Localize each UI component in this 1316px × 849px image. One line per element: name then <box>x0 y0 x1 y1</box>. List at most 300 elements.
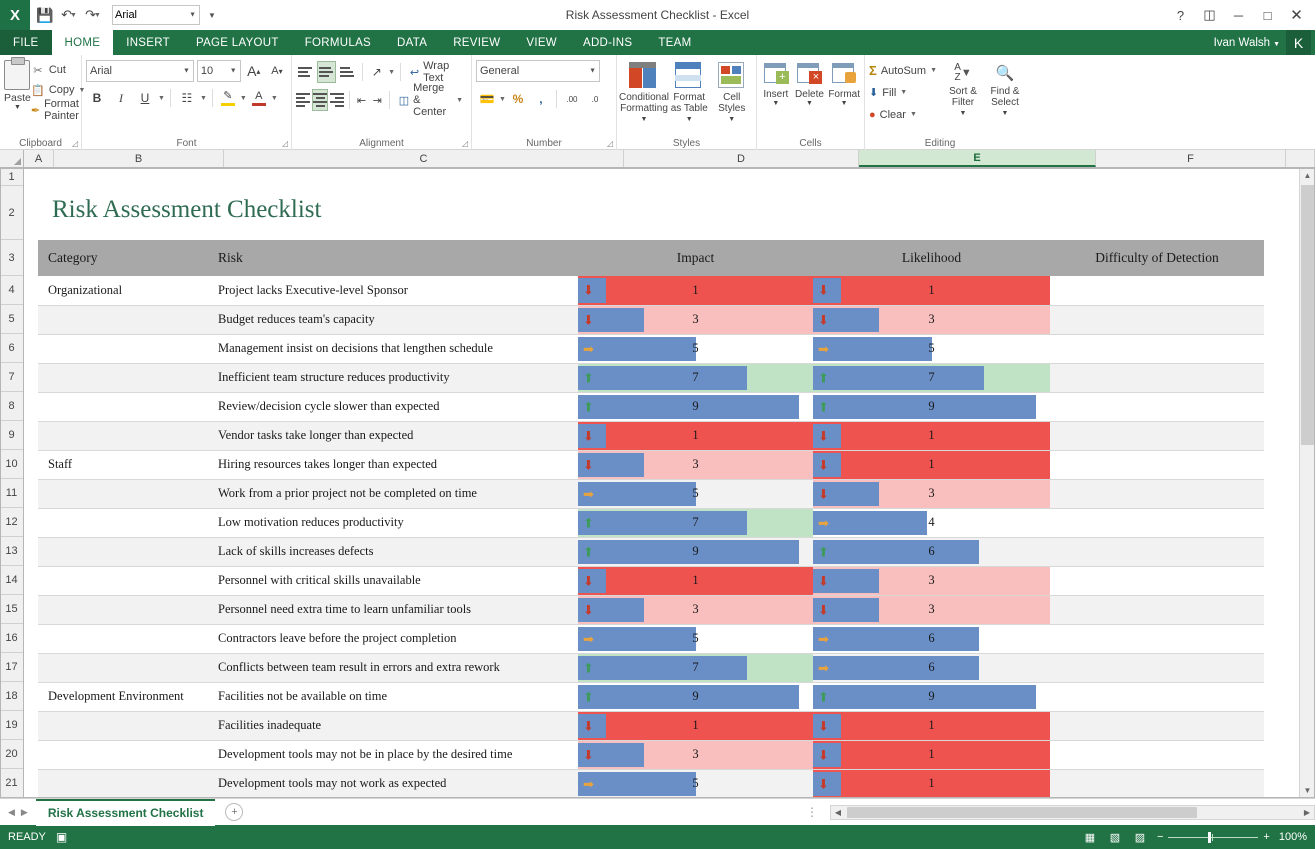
tab-file[interactable]: FILE <box>0 30 52 55</box>
sheet-nav-arrows[interactable] <box>0 807 36 818</box>
cell-risk[interactable]: Development tools may not work as expected <box>208 769 578 798</box>
flat-arrow-icon: ➡ <box>818 631 829 646</box>
column-header-f[interactable]: F <box>1096 150 1286 167</box>
data-bar-value: 6 <box>928 631 935 645</box>
table-row[interactable] <box>38 624 1264 653</box>
cell-category[interactable] <box>38 421 208 450</box>
data-bar-value: 1 <box>928 776 935 790</box>
data-bar-cell[interactable] <box>813 682 1050 711</box>
tab-formulas[interactable]: FORMULAS <box>304 36 372 49</box>
row-header-3[interactable]: 3 <box>0 240 23 276</box>
help-icon[interactable]: ? <box>1176 7 1185 23</box>
column-header-c[interactable]: C <box>224 150 624 167</box>
number-dialog-launcher[interactable]: ◿ <box>606 139 613 148</box>
undo-button[interactable]: ↶ ▼ <box>61 7 77 22</box>
cell-styles-icon <box>717 60 747 90</box>
cell-risk[interactable]: Inefficient team structure reduces productivity <box>208 363 578 392</box>
cell-detection[interactable] <box>1050 566 1264 595</box>
record-macro-icon[interactable]: ▣ <box>55 830 68 844</box>
data-bar-cell[interactable] <box>578 711 813 740</box>
eraser-icon: ● <box>869 108 876 121</box>
risk-table-body <box>38 276 1264 798</box>
cell-risk[interactable]: Low motivation reduces productivity <box>208 508 578 537</box>
vertical-scroll-thumb[interactable] <box>1301 185 1314 445</box>
cells-viewport[interactable] <box>24 168 1315 798</box>
ribbon-display-options-icon[interactable]: ◫ <box>1203 7 1216 22</box>
decrease-font-size-button[interactable]: A ▾ <box>271 65 283 77</box>
chevron-down-icon: ▼ <box>589 67 596 75</box>
cell-category[interactable] <box>38 537 208 566</box>
table-row[interactable] <box>38 711 1264 740</box>
row-header-13[interactable]: 13 <box>0 537 23 566</box>
zoom-track[interactable] <box>1168 837 1258 838</box>
cell-category[interactable] <box>38 624 208 653</box>
wrap-text-icon: ↩ <box>409 66 420 79</box>
cell-risk[interactable]: Vendor tasks take longer than expected <box>208 421 578 450</box>
font-color-button[interactable] <box>249 91 269 106</box>
tab-review[interactable]: REVIEW <box>453 36 501 49</box>
row-header-1[interactable]: 1 <box>0 168 23 186</box>
cell-risk[interactable]: Conflicts between team result in errors and extra rework <box>208 653 578 682</box>
minimize-icon[interactable]: ─ <box>1233 7 1244 23</box>
cell-detection[interactable] <box>1050 595 1264 624</box>
table-row[interactable] <box>38 508 1264 537</box>
user-area <box>1214 30 1315 55</box>
table-row[interactable] <box>38 305 1264 334</box>
data-bar-cell[interactable] <box>813 363 1050 392</box>
row-header-4[interactable]: 4 <box>0 276 23 305</box>
down-arrow-icon: ⬇ <box>583 747 594 762</box>
cell-risk[interactable]: Review/decision cycle slower than expected <box>208 392 578 421</box>
zoom-in-button[interactable]: + <box>1263 831 1270 843</box>
cut-button[interactable] <box>31 61 86 79</box>
tab-insert[interactable]: INSERT <box>126 36 170 49</box>
cell-category[interactable] <box>38 653 208 682</box>
wrap-text-label: Wrap Text <box>423 60 450 84</box>
chevron-down-icon[interactable]: ▼ <box>199 94 207 102</box>
tab-add-ins[interactable]: ADD-INS <box>582 36 633 49</box>
row-header-10[interactable]: 10 <box>0 450 23 479</box>
merge-center-button[interactable] <box>395 82 467 118</box>
accounting-format-button[interactable] <box>476 88 498 110</box>
row-header-9[interactable]: 9 <box>0 421 23 450</box>
close-icon[interactable]: ✕ <box>1290 7 1303 24</box>
align-top-button[interactable] <box>296 61 315 83</box>
sheet-tab-risk-assessment-checklist[interactable]: Risk Assessment Checklist <box>36 799 216 826</box>
fill-color-button[interactable] <box>218 91 238 106</box>
font-size-value: 10 <box>200 65 214 77</box>
tab-data[interactable]: DATA <box>397 36 428 49</box>
data-bar-cell[interactable] <box>813 595 1050 624</box>
tab-team[interactable]: TEAM <box>658 36 692 49</box>
flat-arrow-icon: ➡ <box>818 341 829 356</box>
data-bar-cell[interactable] <box>578 566 813 595</box>
row-header-6[interactable]: 6 <box>0 334 23 363</box>
percent-style-button[interactable]: % <box>512 92 524 106</box>
find-select-button[interactable] <box>985 60 1025 124</box>
cell-risk[interactable]: Facilities inadequate <box>208 711 578 740</box>
chevron-down-icon[interactable]: ▼ <box>158 94 165 102</box>
data-bar-cell[interactable] <box>813 450 1050 479</box>
cell-risk[interactable]: Budget reduces team's capacity <box>208 305 578 334</box>
page-break-view-icon[interactable]: ▨ <box>1134 831 1146 844</box>
data-bar-value: 1 <box>692 282 699 297</box>
chevron-down-icon: ▼ <box>909 111 917 118</box>
font-dialog-launcher[interactable]: ◿ <box>281 139 288 148</box>
underline-button[interactable]: U <box>140 91 150 105</box>
cell-risk[interactable]: Work from a prior project not be completed on time <box>208 479 578 508</box>
scroll-up-arrow[interactable]: ▲ <box>1303 171 1312 180</box>
up-arrow-icon: ⬆ <box>583 515 594 530</box>
row-header-7[interactable]: 7 <box>0 363 23 392</box>
restore-icon[interactable]: □ <box>1263 7 1272 23</box>
clear-button[interactable] <box>869 105 937 124</box>
cell-detection[interactable] <box>1050 392 1264 421</box>
chevron-down-icon[interactable]: ▼ <box>499 95 506 103</box>
table-header-row <box>38 240 1264 276</box>
format-cells-button[interactable] <box>828 58 860 107</box>
tab-view[interactable]: VIEW <box>526 36 557 49</box>
table-row[interactable] <box>38 363 1264 392</box>
row-header-2[interactable]: 2 <box>0 186 23 240</box>
cell-category[interactable]: Development Environment <box>38 682 208 711</box>
data-bar-cell[interactable] <box>813 740 1050 769</box>
data-bar-cell[interactable] <box>578 392 813 421</box>
tab-split-handle[interactable]: ⋮ <box>806 805 820 819</box>
table-row[interactable] <box>38 682 1264 711</box>
zoom-level[interactable]: 100% <box>1278 831 1307 843</box>
fill-color-icon: ✎ <box>223 89 233 102</box>
redo-button[interactable]: ↷ ▼ <box>85 7 101 22</box>
delete-label: Delete <box>795 89 824 100</box>
down-arrow-icon: ⬇ <box>583 602 594 617</box>
data-bar-value: 7 <box>692 515 699 529</box>
conditional-formatting-button[interactable] <box>618 58 670 125</box>
cell-detection[interactable] <box>1050 769 1264 798</box>
cell-detection[interactable] <box>1050 276 1264 305</box>
data-bar-cell[interactable] <box>813 479 1050 508</box>
data-bar-cell[interactable] <box>578 682 813 711</box>
font-color-icon: A <box>255 89 263 102</box>
table-row[interactable] <box>38 653 1264 682</box>
scroll-right-arrow[interactable]: ▶ <box>1303 807 1311 817</box>
data-bar-value: 1 <box>692 573 699 587</box>
flat-arrow-icon: ➡ <box>583 776 594 791</box>
cell-risk[interactable]: Contractors leave before the project completion <box>208 624 578 653</box>
cell-risk[interactable]: Facilities not be available on time <box>208 682 578 711</box>
table-row[interactable] <box>38 276 1264 305</box>
row-header-8[interactable]: 8 <box>0 392 23 421</box>
cell-detection[interactable] <box>1050 479 1264 508</box>
italic-button[interactable]: I <box>119 90 123 105</box>
align-middle-button[interactable] <box>317 61 336 83</box>
paste-label: Paste <box>4 92 31 104</box>
cell-category[interactable] <box>38 363 208 392</box>
qat-font-name[interactable] <box>112 5 200 25</box>
wrap-text-button[interactable] <box>406 61 467 83</box>
data-bar-cell[interactable] <box>578 653 813 682</box>
table-row[interactable] <box>38 392 1264 421</box>
row-headers <box>0 168 24 798</box>
decrease-indent-button[interactable] <box>355 89 369 111</box>
insert-cells-button[interactable] <box>761 58 791 107</box>
increase-indent-button[interactable] <box>370 89 384 111</box>
align-bottom-button[interactable] <box>338 61 357 83</box>
data-bar-cell[interactable] <box>813 334 1050 363</box>
align-right-icon <box>330 93 344 107</box>
table-row[interactable] <box>38 566 1264 595</box>
cell-category[interactable] <box>38 334 208 363</box>
clipboard-dialog-launcher[interactable]: ◿ <box>71 139 78 148</box>
flat-arrow-icon: ➡ <box>583 486 594 501</box>
cell-detection[interactable] <box>1050 305 1264 334</box>
cell-category[interactable] <box>38 305 208 334</box>
down-arrow-icon: ⬇ <box>818 747 829 762</box>
cell-detection[interactable] <box>1050 334 1264 363</box>
customize-qat-icon[interactable]: ▼ <box>208 10 216 20</box>
table-row[interactable] <box>38 334 1264 363</box>
table-row[interactable] <box>38 769 1264 798</box>
up-arrow-icon: ⬆ <box>818 370 829 385</box>
group-label-alignment: Alignment <box>359 138 404 149</box>
zoom-thumb[interactable] <box>1208 832 1211 843</box>
cell-detection[interactable] <box>1050 537 1264 566</box>
data-bar-cell[interactable] <box>813 566 1050 595</box>
data-bar-cell[interactable] <box>578 537 813 566</box>
column-header-d[interactable]: D <box>624 150 859 167</box>
cell-category[interactable] <box>38 711 208 740</box>
th-impact: Impact <box>578 240 813 276</box>
table-row[interactable] <box>38 740 1264 769</box>
cell-category[interactable] <box>38 392 208 421</box>
column-header-g[interactable] <box>1286 150 1315 167</box>
number-format-combo[interactable] <box>476 60 600 82</box>
zoom-slider[interactable] <box>1157 831 1270 843</box>
row-header-21[interactable]: 21 <box>0 769 23 798</box>
scroll-left-arrow[interactable]: ◀ <box>834 807 842 817</box>
data-bar-cell[interactable] <box>813 769 1050 798</box>
chevron-down-icon[interactable]: ▼ <box>270 94 278 102</box>
data-bar-cell[interactable] <box>813 305 1050 334</box>
row-header-12[interactable]: 12 <box>0 508 23 537</box>
align-center-button[interactable] <box>312 89 328 111</box>
data-bar-cell[interactable] <box>813 421 1050 450</box>
cell-category[interactable] <box>38 508 208 537</box>
delete-cells-button[interactable] <box>795 58 825 107</box>
row-header-20[interactable]: 20 <box>0 740 23 769</box>
data-bar-value: 3 <box>928 602 935 616</box>
tab-page-layout[interactable]: PAGE LAYOUT <box>195 36 279 49</box>
data-bar-cell[interactable] <box>578 363 813 392</box>
flat-arrow-icon: ➡ <box>583 341 594 356</box>
row-header-16[interactable]: 16 <box>0 624 23 653</box>
cell-category[interactable] <box>38 740 208 769</box>
zoom-out-button[interactable]: − <box>1156 831 1164 843</box>
cell-detection[interactable] <box>1050 740 1264 769</box>
fill-icon: ⬇ <box>869 87 879 99</box>
cell-category[interactable] <box>38 595 208 624</box>
normal-view-icon[interactable]: ▦ <box>1084 831 1096 844</box>
down-arrow-icon: ⬇ <box>583 428 594 443</box>
cell-detection[interactable] <box>1050 508 1264 537</box>
decrease-decimal-button[interactable] <box>584 88 606 110</box>
data-bar-cell[interactable] <box>578 305 813 334</box>
merge-cells-icon: ◫ <box>398 94 410 107</box>
data-bar-cell[interactable] <box>813 276 1050 305</box>
font-name-combo[interactable] <box>86 60 194 82</box>
copy-icon: 📋 <box>31 84 45 97</box>
cell-detection[interactable] <box>1050 450 1264 479</box>
data-bar-value: 1 <box>928 718 935 732</box>
page-layout-view-icon[interactable]: ▧ <box>1109 831 1121 844</box>
increase-decimal-button[interactable] <box>561 88 583 110</box>
data-bar-value: 9 <box>928 399 935 413</box>
cell-detection[interactable] <box>1050 363 1264 392</box>
data-bar-cell[interactable] <box>578 276 813 305</box>
group-label-font: Font <box>176 138 197 149</box>
data-bar-value: 5 <box>692 486 699 500</box>
cell-risk[interactable]: Hiring resources takes longer than expected <box>208 450 578 479</box>
row-header-14[interactable]: 14 <box>0 566 23 595</box>
data-bar-cell[interactable] <box>578 508 813 537</box>
down-arrow-icon: ⬇ <box>583 718 594 733</box>
fill-button[interactable] <box>869 83 937 102</box>
cell-styles-button[interactable] <box>712 58 753 125</box>
table-row[interactable] <box>38 595 1264 624</box>
data-bar-cell[interactable] <box>813 711 1050 740</box>
add-sheet-button[interactable]: + <box>225 803 243 821</box>
orientation-button[interactable] <box>367 61 386 83</box>
table-row[interactable] <box>38 537 1264 566</box>
horizontal-scrollbar[interactable] <box>830 805 1315 820</box>
alignment-dialog-launcher[interactable]: ◿ <box>461 139 468 148</box>
cell-risk[interactable]: Personnel with critical skills unavailable <box>208 566 578 595</box>
chevron-down-icon: ▼ <box>900 89 908 96</box>
prev-sheet-icon[interactable]: ◀ <box>8 806 15 817</box>
row-header-18[interactable]: 18 <box>0 682 23 711</box>
cell-risk[interactable]: Personnel need extra time to learn unfamiliar tools <box>208 595 578 624</box>
column-header-a[interactable]: A <box>24 150 54 167</box>
data-bar-cell[interactable] <box>578 769 813 798</box>
sigma-icon: Σ <box>869 63 877 78</box>
cell-detection[interactable] <box>1050 682 1264 711</box>
cell-detection[interactable] <box>1050 653 1264 682</box>
chevron-down-icon: ▼ <box>640 116 648 123</box>
format-painter-button[interactable] <box>30 98 86 122</box>
cell-category[interactable]: Staff <box>38 450 208 479</box>
format-as-table-button[interactable] <box>669 58 710 125</box>
align-middle-icon <box>319 67 333 77</box>
data-bar-value: 3 <box>692 747 699 761</box>
number-format-value: General <box>480 65 520 77</box>
vertical-scrollbar[interactable] <box>1299 168 1315 798</box>
data-bar-cell[interactable] <box>813 392 1050 421</box>
data-bar-cell[interactable] <box>578 595 813 624</box>
data-bar-cell[interactable] <box>578 334 813 363</box>
bold-button[interactable]: B <box>92 91 102 105</box>
data-bar-value: 1 <box>928 428 935 442</box>
sort-filter-button[interactable] <box>943 60 983 124</box>
row-header-15[interactable]: 15 <box>0 595 23 624</box>
data-bar-cell[interactable] <box>578 624 813 653</box>
paste-button[interactable] <box>4 58 31 119</box>
select-all-button[interactable] <box>0 150 24 167</box>
user-name[interactable]: Ivan Walsh ▼ <box>1213 36 1280 49</box>
comma-style-button[interactable]: , <box>539 92 543 106</box>
fill-label: Fill <box>882 86 897 99</box>
th-detection: Difficulty of Detection <box>1050 240 1264 276</box>
autosum-button[interactable] <box>869 61 937 80</box>
cell-risk[interactable]: Project lacks Executive-level Sponsor <box>208 276 578 305</box>
cell-risk[interactable]: Management insist on decisions that lengthen schedule <box>208 334 578 363</box>
align-left-button[interactable] <box>296 89 310 111</box>
row-header-17[interactable]: 17 <box>0 653 23 682</box>
data-bar-value: 6 <box>928 544 935 558</box>
cell-risk[interactable]: Development tools may not be in place by the desired time <box>208 740 578 769</box>
down-arrow-icon: ⬇ <box>818 457 829 472</box>
scroll-down-arrow[interactable]: ▼ <box>1303 786 1312 795</box>
group-label-cells: Cells <box>799 138 822 149</box>
data-bar-value: 3 <box>928 486 935 500</box>
ribbon-group-styles <box>617 55 757 150</box>
cell-detection[interactable] <box>1050 624 1264 653</box>
cell-category[interactable] <box>38 479 208 508</box>
data-bar-cell[interactable] <box>578 421 813 450</box>
chevron-down-icon[interactable]: ▼ <box>388 68 396 76</box>
avatar[interactable]: K <box>1286 30 1311 55</box>
down-arrow-icon: ⬇ <box>818 282 829 298</box>
cell-detection[interactable] <box>1050 711 1264 740</box>
data-bar-cell[interactable] <box>813 508 1050 537</box>
borders-icon[interactable]: ☷ <box>181 91 193 105</box>
binoculars-icon: 🔍 <box>995 64 1015 82</box>
insert-label: Insert <box>763 89 789 100</box>
data-bar-cell[interactable] <box>578 479 813 508</box>
increase-font-size-button[interactable]: A ▴ <box>247 63 261 79</box>
copy-button[interactable] <box>31 81 86 99</box>
cell-category[interactable]: Organizational <box>38 276 208 305</box>
font-size-combo[interactable] <box>197 60 241 82</box>
next-sheet-icon[interactable]: ▶ <box>20 806 28 817</box>
insert-icon: + <box>762 60 790 88</box>
cell-risk[interactable]: Lack of skills increases defects <box>208 537 578 566</box>
data-bar-value: 3 <box>692 457 699 471</box>
horizontal-scroll-thumb[interactable] <box>847 807 1197 818</box>
cell-category[interactable] <box>38 566 208 595</box>
table-row[interactable] <box>38 421 1264 450</box>
chevron-down-icon[interactable]: ▼ <box>239 94 247 102</box>
data-bar-cell[interactable] <box>813 653 1050 682</box>
tab-home[interactable]: HOME <box>52 30 114 55</box>
save-icon[interactable]: 💾 <box>36 6 54 23</box>
chevron-down-icon: ▼ <box>229 67 237 75</box>
column-header-b[interactable]: B <box>54 150 224 167</box>
data-bar-cell[interactable] <box>813 624 1050 653</box>
chevron-down-icon: ▼ <box>840 100 848 107</box>
cell-detection[interactable] <box>1050 421 1264 450</box>
data-bar-cell[interactable] <box>578 740 813 769</box>
row-header-19[interactable]: 19 <box>0 711 23 740</box>
row-header-11[interactable]: 11 <box>0 479 23 508</box>
column-header-e[interactable]: E <box>859 150 1096 167</box>
table-row[interactable] <box>38 479 1264 508</box>
align-right-button[interactable] <box>330 89 344 111</box>
cell-category[interactable] <box>38 769 208 798</box>
data-bar-cell[interactable] <box>813 537 1050 566</box>
table-row[interactable] <box>38 450 1264 479</box>
data-bar-cell[interactable] <box>578 450 813 479</box>
row-header-5[interactable]: 5 <box>0 305 23 334</box>
